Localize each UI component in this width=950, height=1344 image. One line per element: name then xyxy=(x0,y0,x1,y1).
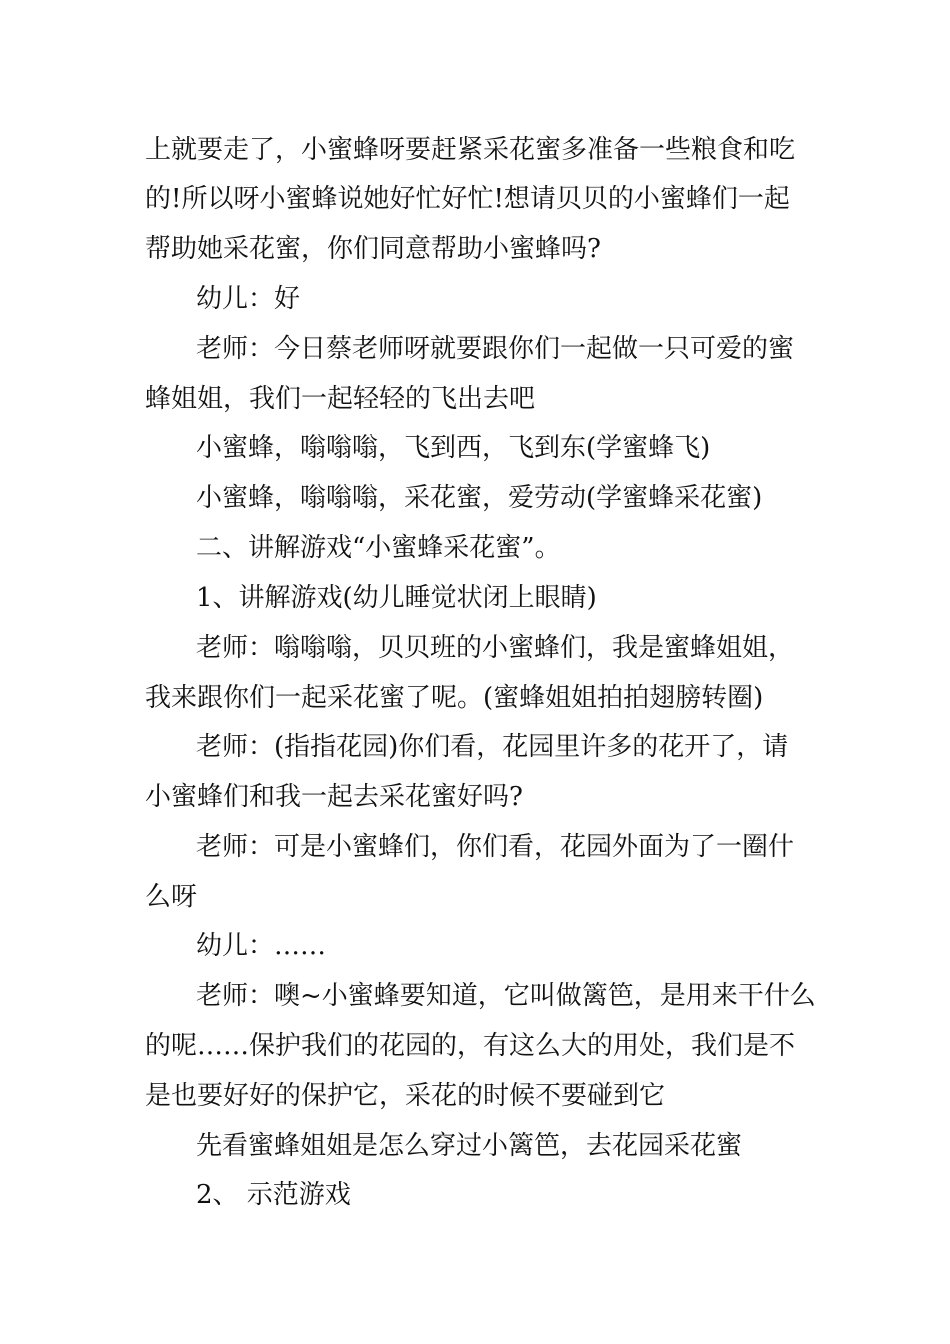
text-line: 幼儿：好 xyxy=(196,284,301,314)
text-line: 帮助她采花蜜，你们同意帮助小蜜蜂吗? xyxy=(145,234,601,264)
text-line: 小蜜蜂们和我一起去采花蜜好吗? xyxy=(145,782,523,812)
text-line: 蜂姐姐，我们一起轻轻的飞出去吧 xyxy=(145,384,536,414)
text-line: 小蜜蜂，嗡嗡嗡，飞到西，飞到东(学蜜蜂飞) xyxy=(196,433,711,463)
text-line: 的!所以呀小蜜蜂说她好忙好忙!想请贝贝的小蜜蜂们一起 xyxy=(145,184,790,214)
subsection-heading: 2、 示范游戏 xyxy=(196,1180,351,1210)
text-line: 老师：可是小蜜蜂们，你们看，花园外面为了一圈什 xyxy=(196,832,795,862)
text-line: 么呀 xyxy=(145,882,198,912)
text-line: 老师：(指指花园)你们看，花园里许多的花开了，请 xyxy=(196,732,789,762)
text-line: 老师：嗡嗡嗡，贝贝班的小蜜蜂们，我是蜜蜂姐姐， xyxy=(196,633,795,663)
text-line: 上就要走了，小蜜蜂呀要赶紧采花蜜多准备一些粮食和吃 xyxy=(145,135,796,165)
text-line: 先看蜜蜂姐姐是怎么穿过小篱笆，去花园采花蜜 xyxy=(196,1131,743,1161)
text-line: 是也要好好的保护它，采花的时候不要碰到它 xyxy=(145,1081,666,1111)
text-line: 的呢……保护我们的花园的，有这么大的用处，我们是不 xyxy=(145,1031,796,1061)
text-line: 我来跟你们一起采花蜜了呢。(蜜蜂姐姐拍拍翅膀转圈) xyxy=(145,683,764,713)
text-line: 老师：今日蔡老师呀就要跟你们一起做一只可爱的蜜 xyxy=(196,334,795,364)
text-line: 老师：噢~小蜜蜂要知道，它叫做篱笆，是用来干什么 xyxy=(196,981,816,1011)
subsection-heading: 1、讲解游戏(幼儿睡觉状闭上眼睛) xyxy=(196,583,597,613)
text-line: 幼儿：…… xyxy=(196,931,327,961)
section-heading: 二、讲解游戏“小蜜蜂采花蜜”。 xyxy=(196,533,561,563)
text-line: 小蜜蜂，嗡嗡嗡，采花蜜，爱劳动(学蜜蜂采花蜜) xyxy=(196,483,763,513)
